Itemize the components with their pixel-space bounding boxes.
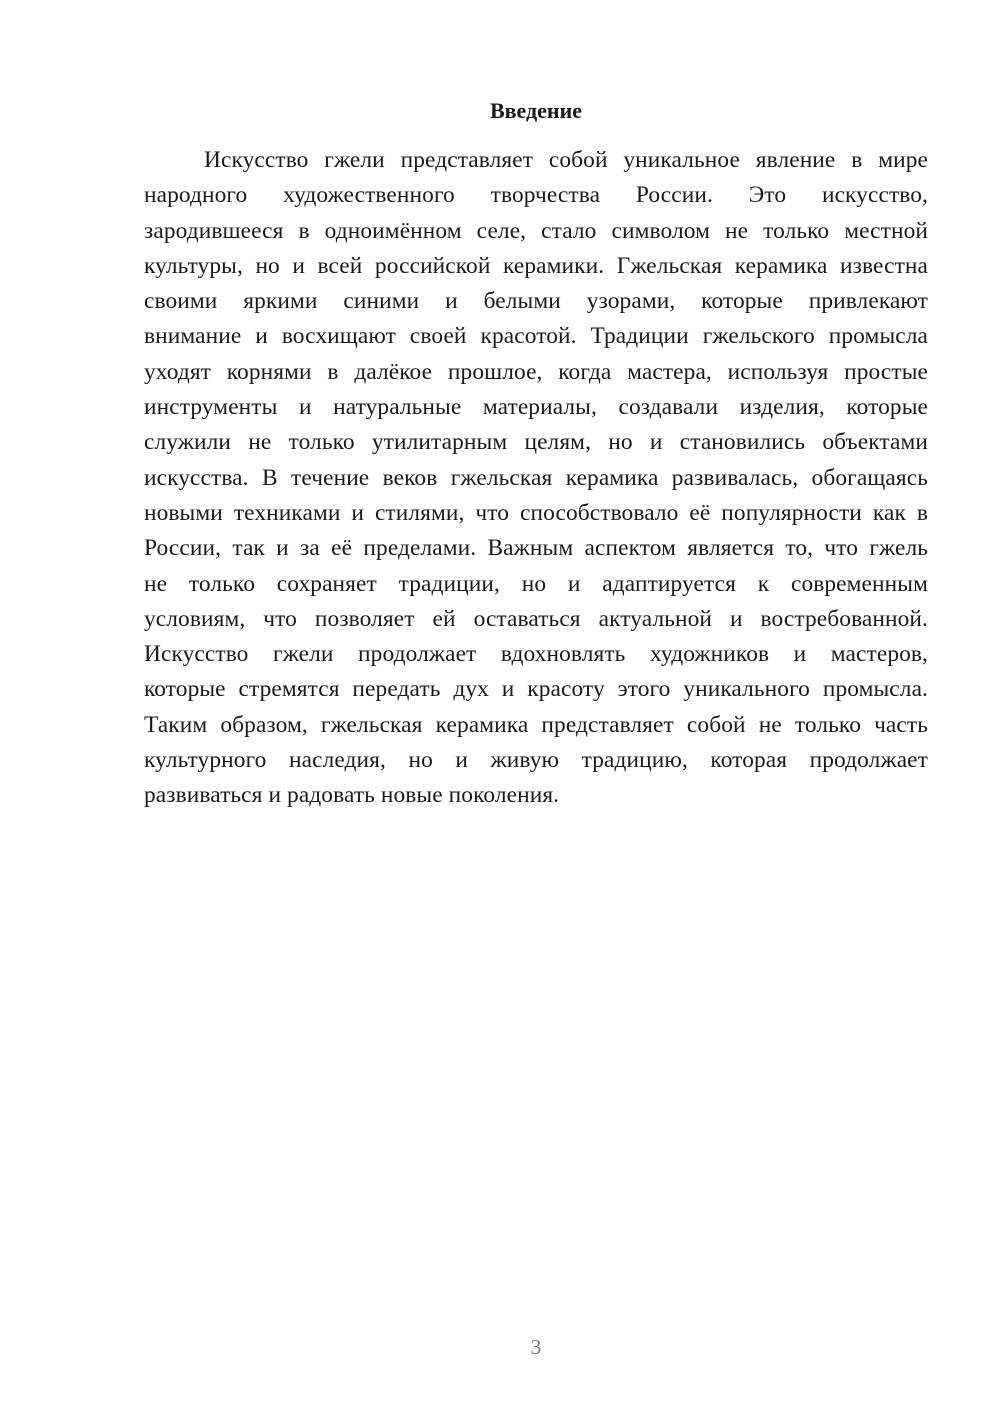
paragraph-line: служили не только утилитарным целям, но и становились объектами (144, 429, 928, 456)
paragraph-line: искусства. В течение веков гжельская керамика развивалась, обогащаясь (144, 464, 928, 491)
paragraph-line: уходят корнями в далёкое прошлое, когда мастера, используя простые (144, 358, 928, 385)
paragraph-line: инструменты и натуральные материалы, создавали изделия, которые (144, 394, 928, 421)
paragraph-line: культуры, но и всей российской керамики. Гжельская керамика известна (144, 252, 928, 279)
paragraph-line: своими яркими синими и белыми узорами, которые привлекают (144, 288, 928, 315)
page-title: Введение (489, 98, 583, 123)
paragraph-line: России, так и за её пределами. Важным аспектом является то, что гжель (144, 535, 928, 562)
paragraph-line: зародившееся в одноимённом селе, стало символом не только местной (144, 217, 928, 244)
paragraph-line: новыми техниками и стилями, что способствовало её популярности как в (144, 499, 928, 526)
paragraph-line: Искусство гжели представляет собой уникальное явление в мире (204, 147, 928, 173)
paragraph-line: условиям, что позволяет ей оставаться актуальной и востребованной. (144, 605, 928, 632)
paragraph-line: не только сохраняет традиции, но и адаптируется к современным (144, 570, 928, 597)
paragraph-line: Искусство гжели продолжает вдохновлять художников и мастеров, (144, 641, 928, 668)
intro-paragraph (144, 143, 928, 814)
page-number: 3 (530, 1335, 542, 1359)
paragraph-line: внимание и восхищают своей красотой. Традиции гжельского промысла (144, 323, 928, 350)
paragraph-line: культурного наследия, но и живую традицию, которая продолжает (144, 747, 928, 774)
paragraph-line: которые стремятся передать дух и красоту этого уникального промысла. (144, 676, 928, 703)
paragraph-line: развиваться и радовать новые поколения. (144, 782, 560, 809)
paragraph-line: народного художественного творчества России. Это искусство, (144, 182, 928, 209)
paragraph-line: Таким образом, гжельская керамика представляет собой не только часть (144, 711, 928, 738)
